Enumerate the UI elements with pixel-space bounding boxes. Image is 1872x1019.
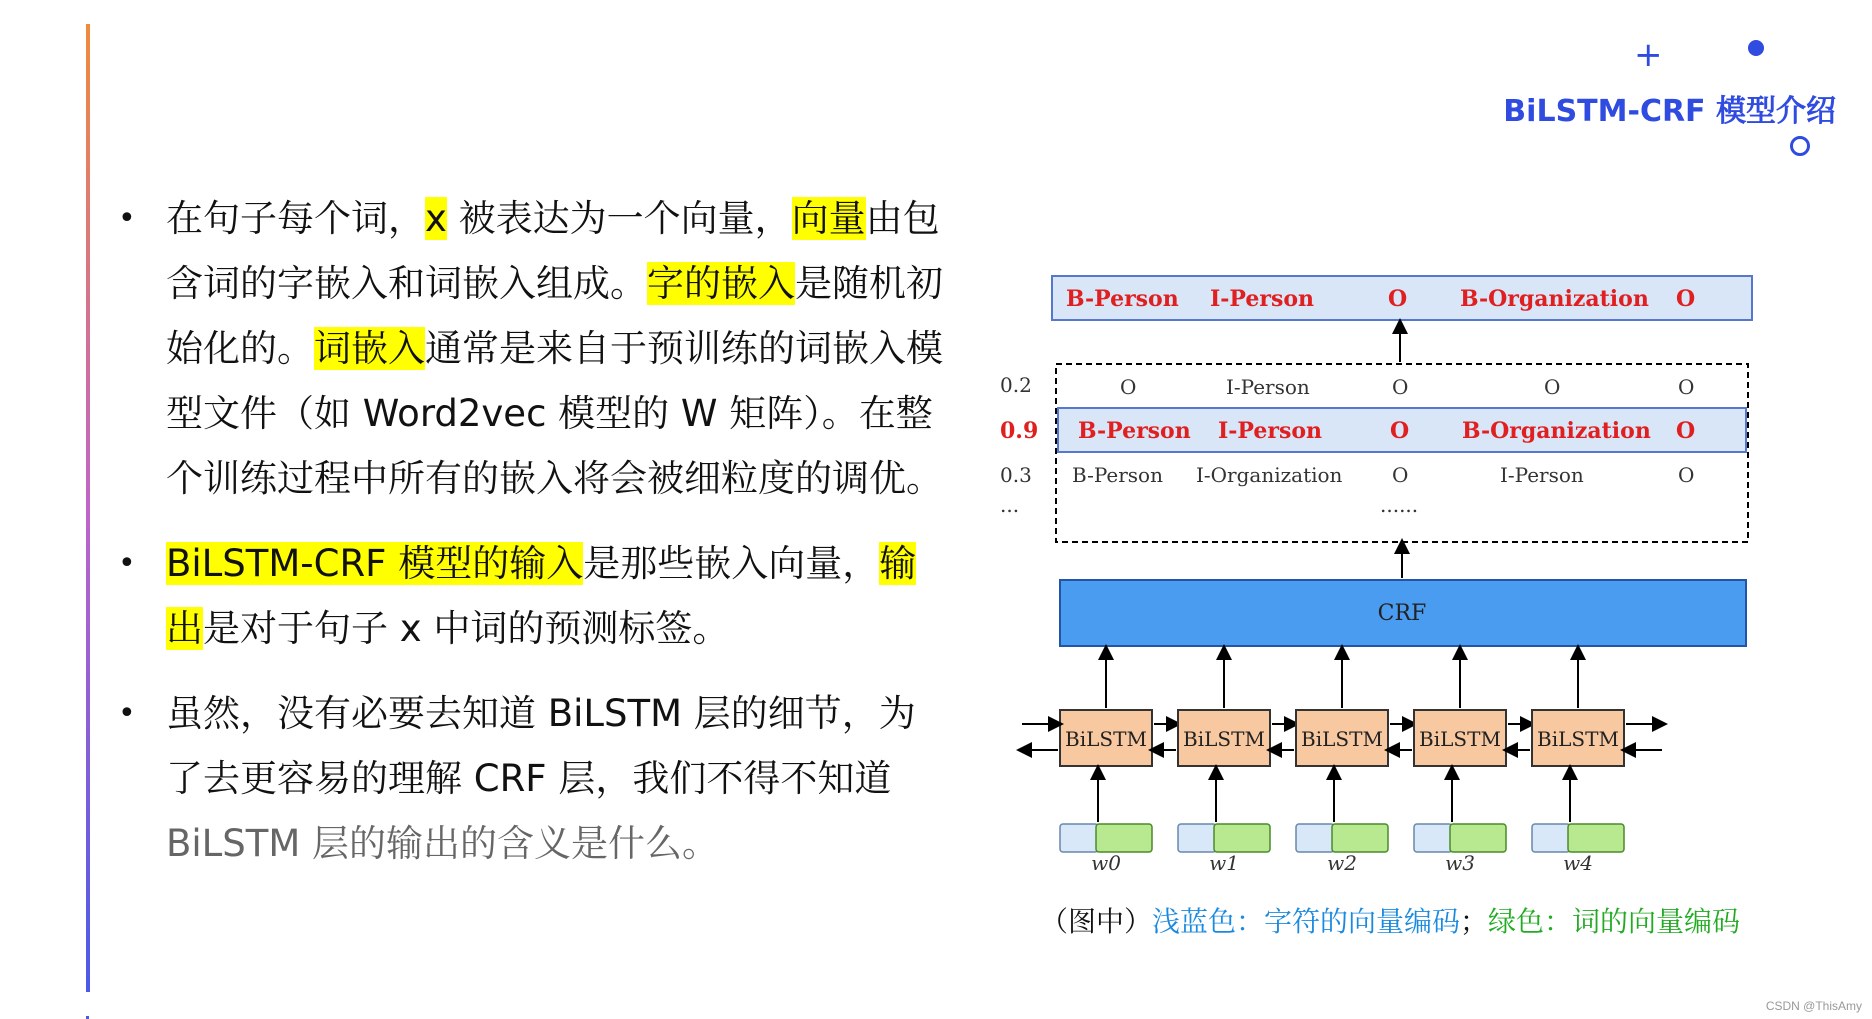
bullet-item-3: • 虽然，没有必要去知道 BiLSTM 层的细节，为了去更容易的理解 CRF 层，我们不得不知道BiLSTM 层的输出的含义是什么。 <box>118 681 948 876</box>
score-3: 0.3 <box>1000 463 1032 487</box>
word-label: w2 <box>1327 851 1357 875</box>
svg-text:O: O <box>1392 463 1409 487</box>
char-embedding <box>1532 824 1570 852</box>
svg-text:O: O <box>1676 418 1696 444</box>
svg-text:O: O <box>1392 375 1409 399</box>
ellipsis-left: ... <box>1000 493 1020 517</box>
svg-text:O: O <box>1120 375 1137 399</box>
score-2: 0.9 <box>1000 418 1039 444</box>
word-label: w4 <box>1563 851 1593 875</box>
highlight-input: BiLSTM-CRF 模型的输入 <box>166 542 584 585</box>
ring-icon <box>1790 136 1810 156</box>
top-tag-5: O <box>1676 286 1696 312</box>
svg-text:I-Person: I-Person <box>1226 375 1310 399</box>
word-label: w3 <box>1445 851 1475 875</box>
caption-green: 绿色：词的向量编码 <box>1488 905 1741 938</box>
word-embedding <box>1096 824 1152 852</box>
bullet-item-1: • 在句子每个词，x 被表达为一个向量，向量由包含词的字嵌入和词嵌入组成。字的嵌入是随机初始化的。词嵌入通常是来自于预训练的词嵌入模型文件（如 Word2vec 模型的 W 矩阵）。在整个训练过程中所有的嵌入将会被细粒度的调优。 <box>118 186 948 511</box>
char-embedding <box>1060 824 1098 852</box>
char-embedding <box>1414 824 1452 852</box>
svg-text:O: O <box>1678 375 1695 399</box>
word-embedding <box>1332 824 1388 852</box>
svg-text:I-Organization: I-Organization <box>1196 463 1343 487</box>
svg-text:I-Person: I-Person <box>1218 418 1323 444</box>
svg-text:O: O <box>1390 418 1410 444</box>
svg-text:O: O <box>1678 463 1695 487</box>
top-tag-1: B-Person <box>1066 286 1179 312</box>
ellipsis-mid: ...... <box>1380 493 1419 517</box>
char-embedding <box>1178 824 1216 852</box>
dot-icon <box>1748 40 1764 56</box>
slide-title: BiLSTM-CRF 模型介绍 <box>1503 94 1836 129</box>
accent-bar <box>86 24 90 992</box>
highlight-output: 输出 <box>166 542 917 650</box>
svg-text:I-Person: I-Person <box>1500 463 1584 487</box>
caption-blue: 浅蓝色：字符的向量编码 <box>1152 905 1461 938</box>
highlight-vector: 向量 <box>791 197 866 240</box>
svg-text:O: O <box>1544 375 1561 399</box>
highlight-char-embed: 字的嵌入 <box>647 262 795 305</box>
svg-text:B-Person: B-Person <box>1078 418 1191 444</box>
watermark: CSDN @ThisAmy <box>1765 999 1862 1013</box>
caption: （图中）浅蓝色：字符的向量编码；绿色：词的向量编码 <box>1040 905 1741 938</box>
bullet-list <box>118 186 948 896</box>
bilstm-label: BiLSTM <box>1419 727 1501 751</box>
svg-text:B-Person: B-Person <box>1072 463 1163 487</box>
bilstm-label: BiLSTM <box>1301 727 1383 751</box>
svg-text:B-Organization: B-Organization <box>1462 418 1651 444</box>
top-tag-2: I-Person <box>1210 286 1315 312</box>
char-embedding <box>1296 824 1334 852</box>
word-label: w1 <box>1209 851 1239 875</box>
top-tag-3: O <box>1388 286 1408 312</box>
bilstm-crf-diagram <box>1000 260 1800 875</box>
bilstm-label: BiLSTM <box>1537 727 1619 751</box>
word-label: w0 <box>1091 851 1121 875</box>
plus-icon: + <box>1634 35 1663 75</box>
highlight-x: x <box>425 197 447 240</box>
gray-text: BiLSTM 层的输出的含义是什么。 <box>166 822 720 865</box>
word-embedding <box>1568 824 1624 852</box>
top-tag-4: B-Organization <box>1460 286 1649 312</box>
bilstm-label: BiLSTM <box>1183 727 1265 751</box>
bilstm-label: BiLSTM <box>1065 727 1147 751</box>
crf-label: CRF <box>1377 601 1427 626</box>
word-embedding <box>1450 824 1506 852</box>
bullet-item-2: • BiLSTM-CRF 模型的输入是那些嵌入向量，输出是对于句子 x 中词的预测标签。 <box>118 531 948 661</box>
score-1: 0.2 <box>1000 373 1032 397</box>
highlight-word-embed: 词嵌入 <box>314 327 425 370</box>
word-embedding <box>1214 824 1270 852</box>
